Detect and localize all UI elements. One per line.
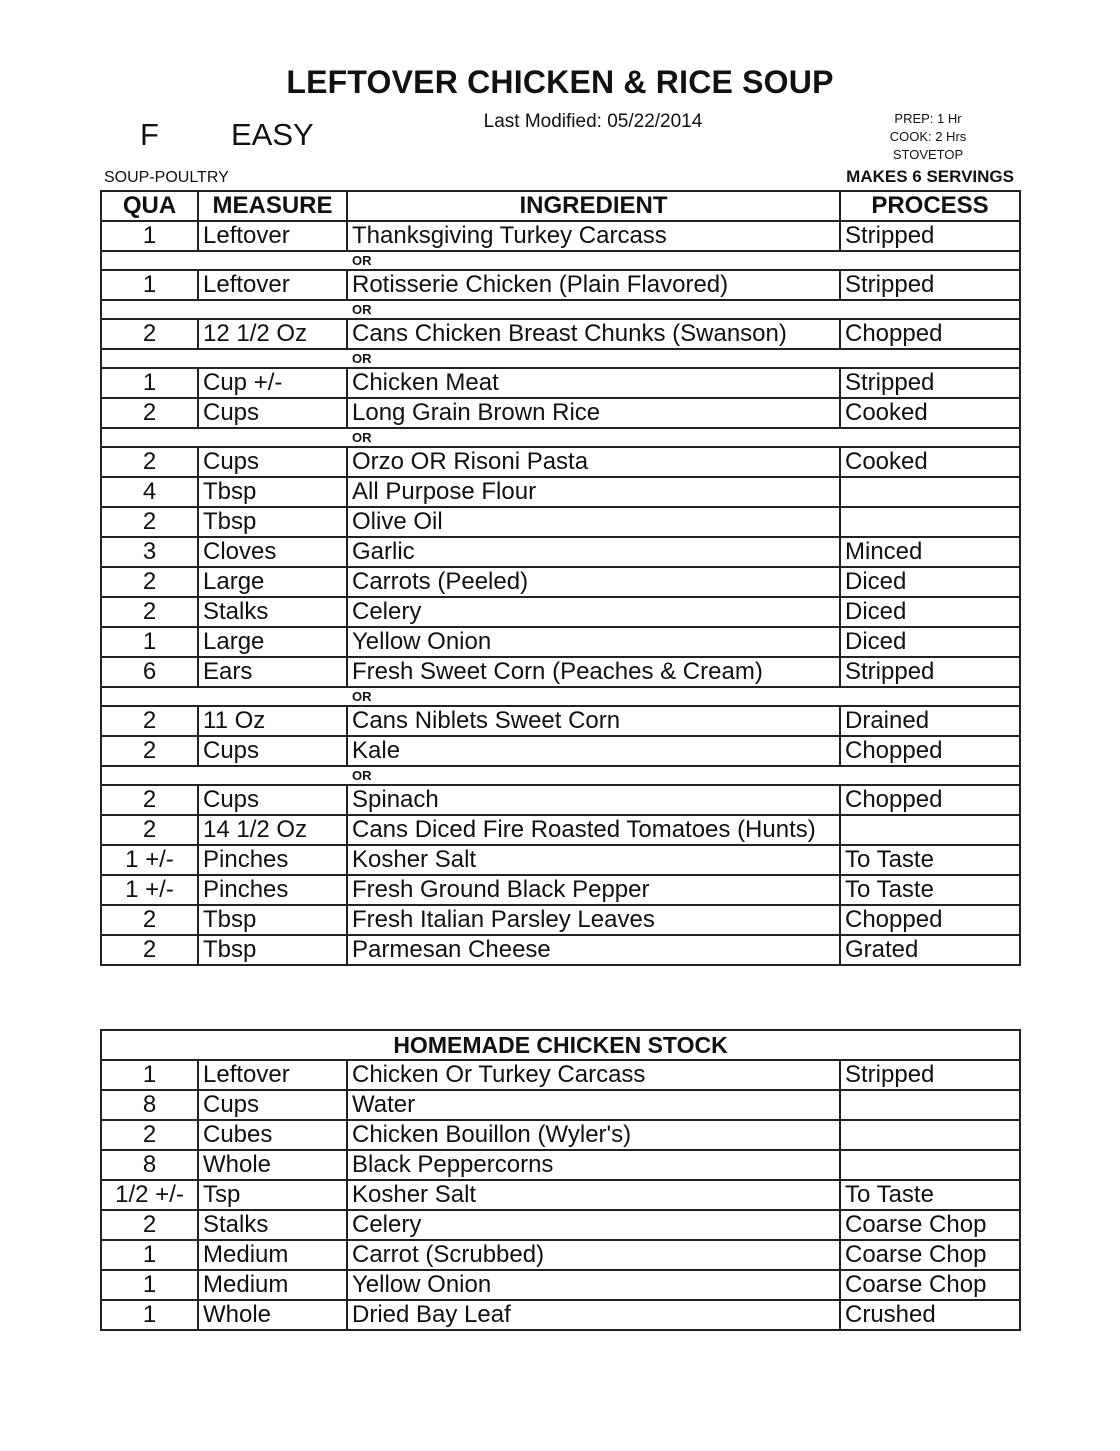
or-label: OR [101,766,1020,785]
ingredient-cell: Rotisserie Chicken (Plain Flavored) [347,270,840,300]
ingredient-cell: Olive Oil [347,507,840,537]
table-row [101,319,1020,349]
quantity-cell: 3 [101,537,198,567]
table-row [101,815,1020,845]
quantity-cell: 1 [101,1240,198,1270]
table-row [101,368,1020,398]
measure-cell: 14 1/2 Oz [198,815,347,845]
ingredient-cell: Kosher Salt [347,1180,840,1210]
quantity-cell: 2 [101,597,198,627]
table-row [101,785,1020,815]
measure-cell: Leftover [198,270,347,300]
table-row [101,507,1020,537]
measure-cell: Leftover [198,1060,347,1090]
or-separator-row [101,428,1020,447]
ingredient-cell: Black Peppercorns [347,1150,840,1180]
quantity-cell: 1 +/- [101,845,198,875]
ingredient-cell: Thanksgiving Turkey Carcass [347,221,840,251]
measure-cell: Cup +/- [198,368,347,398]
column-header-ingredient: INGREDIENT [347,191,840,221]
ingredient-cell: Cans Chicken Breast Chunks (Swanson) [347,319,840,349]
quantity-cell: 2 [101,1210,198,1240]
process-cell: Cooked [840,398,1020,428]
measure-cell: Cups [198,1090,347,1120]
quantity-cell: 1 [101,1300,198,1330]
measure-cell: Leftover [198,221,347,251]
process-cell: Cooked [840,447,1020,477]
table-row [101,1150,1020,1180]
table-row [101,935,1020,965]
quantity-cell: 1 [101,270,198,300]
quantity-cell: 2 [101,507,198,537]
measure-cell: Large [198,627,347,657]
table-row [101,477,1020,507]
process-cell: Coarse Chop [840,1240,1020,1270]
process-cell: To Taste [840,875,1020,905]
measure-cell: Large [198,567,347,597]
measure-cell: 11 Oz [198,706,347,736]
process-cell [840,477,1020,507]
measure-cell: Tbsp [198,477,347,507]
or-label: OR [101,349,1020,368]
measure-cell: Cups [198,447,347,477]
table-row [101,270,1020,300]
difficulty-label: EASY [231,117,314,152]
grade-label: F [140,117,159,152]
stock-header-row [101,1030,1020,1060]
ingredient-cell: Yellow Onion [347,627,840,657]
table-row [101,1270,1020,1300]
table-row [101,1060,1020,1090]
ingredient-cell: Dried Bay Leaf [347,1300,840,1330]
table-row [101,845,1020,875]
measure-cell: 12 1/2 Oz [198,319,347,349]
table-row [101,537,1020,567]
process-cell: Stripped [840,1060,1020,1090]
or-separator-row [101,687,1020,706]
process-cell: Chopped [840,785,1020,815]
process-cell [840,507,1020,537]
measure-cell: Cubes [198,1120,347,1150]
process-cell: Coarse Chop [840,1270,1020,1300]
column-header-qua: QUA [101,191,198,221]
ingredient-cell: Fresh Sweet Corn (Peaches & Cream) [347,657,840,687]
quantity-cell: 2 [101,398,198,428]
servings-label: MAKES 6 SERVINGS [846,167,1014,186]
stock-title: HOMEMADE CHICKEN STOCK [101,1030,1020,1060]
table-row [101,597,1020,627]
measure-cell: Cups [198,785,347,815]
measure-cell: Tbsp [198,935,347,965]
table-row [101,1210,1020,1240]
ingredient-cell: Fresh Ground Black Pepper [347,875,840,905]
process-cell: Diced [840,627,1020,657]
table-row [101,398,1020,428]
process-cell: Grated [840,935,1020,965]
table-row [101,905,1020,935]
process-cell: To Taste [840,1180,1020,1210]
process-cell: Crushed [840,1300,1020,1330]
process-cell: Chopped [840,905,1020,935]
table-row [101,657,1020,687]
quantity-cell: 1 +/- [101,875,198,905]
quantity-cell: 2 [101,905,198,935]
table-row [101,567,1020,597]
ingredient-cell: Cans Niblets Sweet Corn [347,706,840,736]
quantity-cell: 6 [101,657,198,687]
or-label: OR [101,428,1020,447]
process-cell [840,1090,1020,1120]
ingredient-cell: Orzo OR Risoni Pasta [347,447,840,477]
ingredient-cell: Water [347,1090,840,1120]
prep-time: PREP: 1 Hr [894,111,962,126]
quantity-cell: 1 [101,1270,198,1300]
table-row [101,221,1020,251]
ingredient-cell: Chicken Or Turkey Carcass [347,1060,840,1090]
table-row [101,1300,1020,1330]
quantity-cell: 1 [101,221,198,251]
process-cell: Drained [840,706,1020,736]
column-header-process: PROCESS [840,191,1020,221]
ingredient-cell: Yellow Onion [347,1270,840,1300]
table-row [101,875,1020,905]
last-modified: Last Modified: 05/22/2014 [483,111,703,132]
measure-cell: Cloves [198,537,347,567]
process-cell: Minced [840,537,1020,567]
or-label: OR [101,687,1020,706]
table-row [101,1240,1020,1270]
process-cell: Stripped [840,270,1020,300]
quantity-cell: 2 [101,1120,198,1150]
cook-time: COOK: 2 Hrs [889,129,967,144]
column-header-measure: MEASURE [198,191,347,221]
or-separator-row [101,251,1020,270]
table-row [101,627,1020,657]
measure-cell: Pinches [198,845,347,875]
process-cell: Stripped [840,221,1020,251]
ingredient-cell: Cans Diced Fire Roasted Tomatoes (Hunts) [347,815,840,845]
quantity-cell: 1 [101,368,198,398]
table-row [101,706,1020,736]
quantity-cell: 8 [101,1150,198,1180]
ingredient-cell: Spinach [347,785,840,815]
measure-cell: Tbsp [198,507,347,537]
recipe-title: LEFTOVER CHICKEN & RICE SOUP [286,64,834,100]
quantity-cell: 2 [101,706,198,736]
quantity-cell: 8 [101,1090,198,1120]
table-row [101,1120,1020,1150]
or-label: OR [101,300,1020,319]
ingredient-cell: Kosher Salt [347,845,840,875]
timing-block [870,110,986,164]
quantity-cell: 2 [101,785,198,815]
stock-table [100,1029,1021,1331]
quantity-cell: 2 [101,319,198,349]
table-row [101,1180,1020,1210]
or-label: OR [101,251,1020,270]
quantity-cell: 1 [101,627,198,657]
ingredient-cell: Carrots (Peeled) [347,567,840,597]
measure-cell: Whole [198,1300,347,1330]
ingredient-cell: Parmesan Cheese [347,935,840,965]
process-cell [840,1120,1020,1150]
or-separator-row [101,300,1020,319]
ingredient-cell: Celery [347,1210,840,1240]
measure-cell: Medium [198,1240,347,1270]
quantity-cell: 2 [101,815,198,845]
quantity-cell: 1/2 +/- [101,1180,198,1210]
process-cell: Stripped [840,368,1020,398]
process-cell: Chopped [840,736,1020,766]
measure-cell: Tbsp [198,905,347,935]
quantity-cell: 2 [101,736,198,766]
table-row [101,1090,1020,1120]
process-cell: Chopped [840,319,1020,349]
cook-method: STOVETOP [892,147,964,162]
recipe-category: SOUP-POULTRY [104,169,229,186]
or-separator-row [101,766,1020,785]
table-header-row [101,191,1020,221]
measure-cell: Pinches [198,875,347,905]
ingredient-cell: Chicken Meat [347,368,840,398]
quantity-cell: 1 [101,1060,198,1090]
or-separator-row [101,349,1020,368]
ingredient-cell: All Purpose Flour [347,477,840,507]
measure-cell: Whole [198,1150,347,1180]
measure-cell: Medium [198,1270,347,1300]
table-row [101,447,1020,477]
process-cell: Diced [840,567,1020,597]
table-row [101,736,1020,766]
measure-cell: Stalks [198,597,347,627]
ingredients-table [100,190,1021,966]
ingredient-cell: Fresh Italian Parsley Leaves [347,905,840,935]
process-cell: Diced [840,597,1020,627]
process-cell [840,815,1020,845]
ingredient-cell: Chicken Bouillon (Wyler's) [347,1120,840,1150]
process-cell [840,1150,1020,1180]
ingredient-cell: Kale [347,736,840,766]
measure-cell: Cups [198,398,347,428]
ingredient-cell: Garlic [347,537,840,567]
quantity-cell: 2 [101,447,198,477]
measure-cell: Tsp [198,1180,347,1210]
measure-cell: Ears [198,657,347,687]
quantity-cell: 4 [101,477,198,507]
measure-cell: Stalks [198,1210,347,1240]
process-cell: Coarse Chop [840,1210,1020,1240]
ingredient-cell: Celery [347,597,840,627]
process-cell: To Taste [840,845,1020,875]
process-cell: Stripped [840,657,1020,687]
measure-cell: Cups [198,736,347,766]
quantity-cell: 2 [101,935,198,965]
ingredient-cell: Long Grain Brown Rice [347,398,840,428]
ingredient-cell: Carrot (Scrubbed) [347,1240,840,1270]
quantity-cell: 2 [101,567,198,597]
